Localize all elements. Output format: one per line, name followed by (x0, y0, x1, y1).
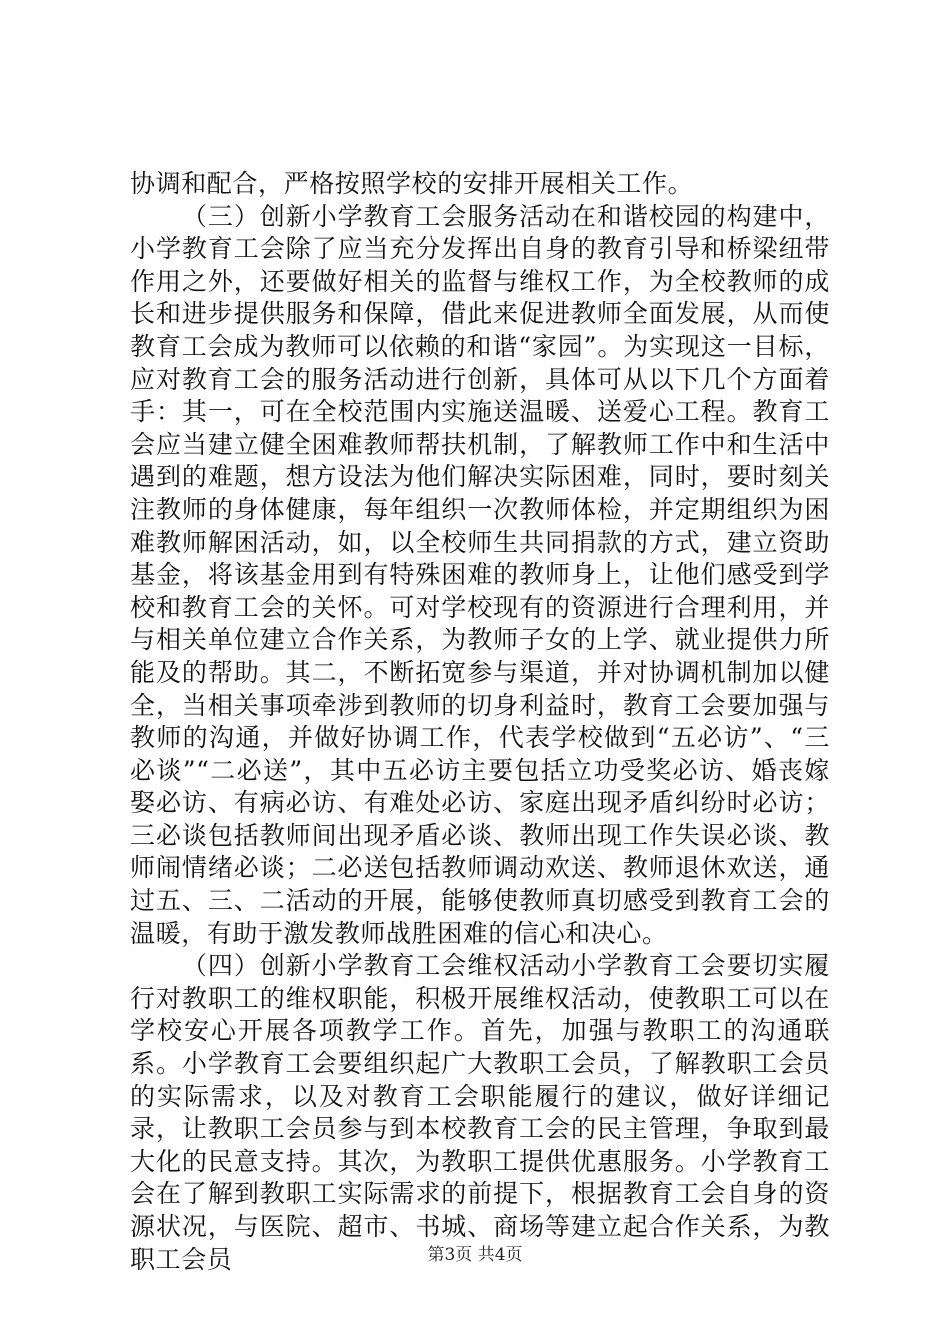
paragraph-continuation: 协调和配合，严格按照学校的安排开展相关工作。 (130, 169, 694, 198)
page-number: 第3页 共4页 (427, 1245, 523, 1265)
paragraph-section-three: （三）创新小学教育工会服务活动在和谐校园的构建中，小学教育工会除了应当充分发挥出自身的教育引导和桥梁纽带作用之外，还要做好相关的监督与维权工作，为全校教师的成长和进步提供服务和保障，借此来促进教师全面发展，从而使教育工会成为教师可以依赖的和谐“家园”。为实现这一目标，应对教育工会的服务活动进行创新，具体可从以下几个方面着手：其一，可在全校范围内实施送温暖、送爱心工程。教育工会应当建立健全困难教师帮扶机制，了解教师工作中和生活中遇到的难题，想方设法为他们解决实际困难，同时，要时刻关注教师的身体健康，每年组织一次教师体检，并定期组织为困难教师解困活动，如，以全校师生共同捐款的方式，建立资助基金，将该基金用到有特殊困难的教师身上，让他们感受到学校和教育工会的关怀。可对学校现有的资源进行合理利用，并与相关单位建立合作关系，为教师子女的上学、就业提供力所能及的帮助。其二，不断拓宽参与渠道，并对协调机制加以健全，当相关事项牵涉到教师的切身利益时，教育工会要加强与教师的沟通，并做好协调工作，代表学校做到“五必访”、“三必谈”“二必送”，其中五必访主要包括立功受奖必访、婚丧嫁娶必访、有病必访、有难处必访、家庭出现矛盾纠纷时必访；三必谈包括教师间出现矛盾必谈、教师出现工作失误必谈、教师闹情绪必谈；二必送包括教师调动欢送、教师退休欢送，通过五、三、二活动的开展，能够使教师真切感受到教育工会的温暖，有助于激发教师战胜困难的信心和决心。 (130, 201, 830, 948)
document-body (130, 168, 830, 1276)
page-footer (0, 1244, 950, 1266)
paragraph-section-four: （四）创新小学教育工会维权活动小学教育工会要切实履行对教职工的维权职能，积极开展维权活动，使教职工可以在学校安心开展各项教学工作。首先，加强与教职工的沟通联系。小学教育工会要组织起广大教职工会员，了解教职工会员的实际需求，以及对教育工会职能履行的建议，做好详细记录，让教职工会员参与到本校教育工会的民主管理，争取到最大化的民意支持。其次，为教职工提供优惠服务。小学教育工会在了解到教职工实际需求的前提下，根据教育工会自身的资源状况，与医院、超市、书城、商场等建立起合作关系，为教职工会员 (130, 951, 830, 1274)
